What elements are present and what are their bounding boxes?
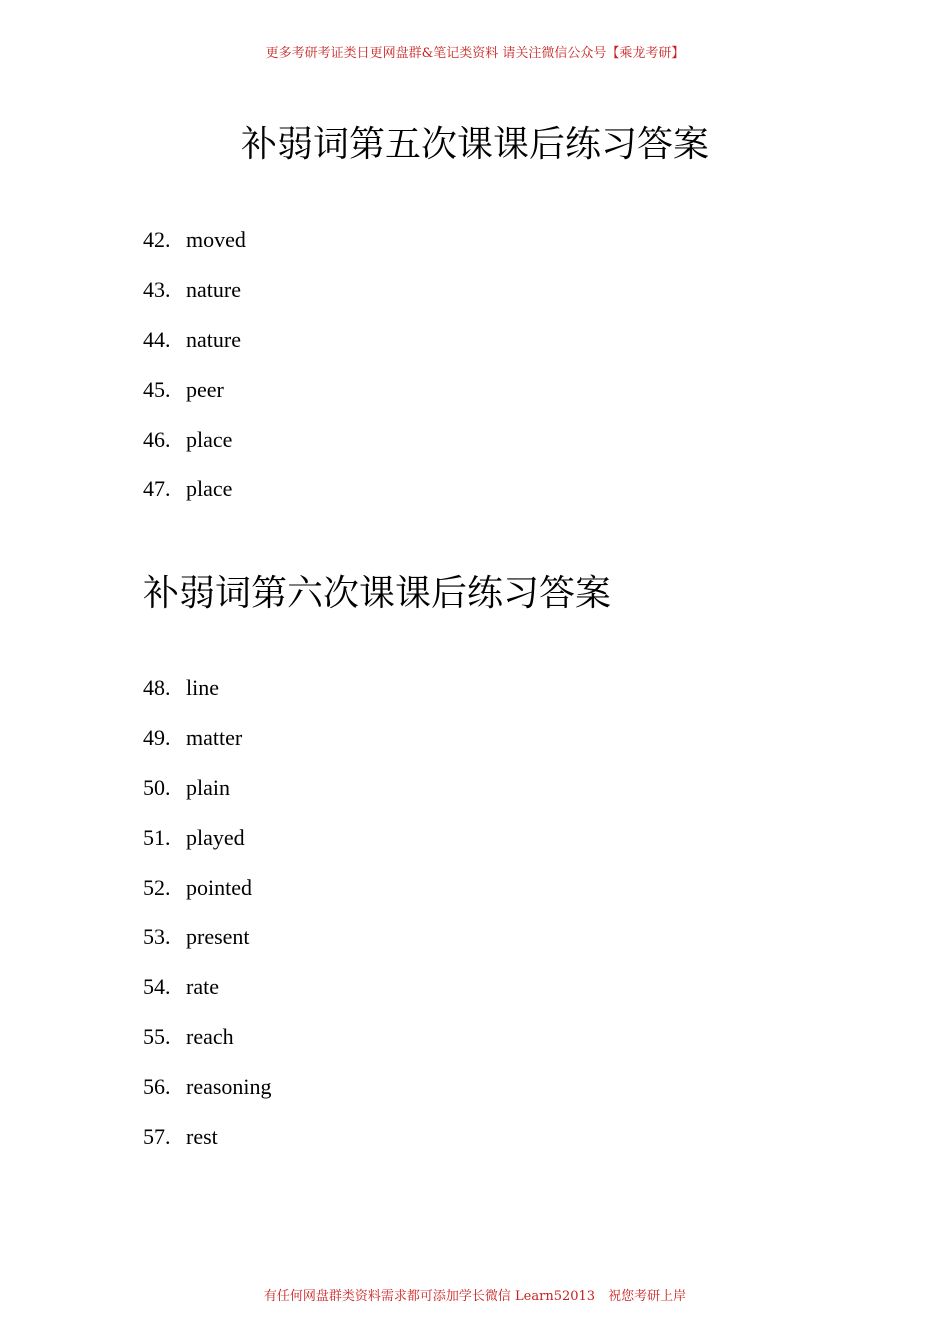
answer-number: 49. xyxy=(143,724,171,750)
answer-item xyxy=(143,226,246,276)
answer-item xyxy=(143,326,246,376)
answer-item xyxy=(143,724,272,774)
answer-number: 47. xyxy=(143,476,171,502)
answer-number: 44. xyxy=(143,326,171,352)
answer-item xyxy=(143,1073,272,1123)
answer-number: 42. xyxy=(143,227,171,252)
answer-word: pointed xyxy=(186,874,252,900)
answer-item xyxy=(143,674,272,724)
answer-number: 52. xyxy=(143,874,171,900)
answer-word: matter xyxy=(186,724,243,750)
answer-item xyxy=(143,1123,272,1173)
answer-number: 53. xyxy=(143,924,171,950)
answer-number: 54. xyxy=(143,974,171,1000)
answer-number: 51. xyxy=(143,824,171,850)
answer-item xyxy=(143,1023,272,1073)
answer-item xyxy=(143,774,272,824)
answer-number: 56. xyxy=(143,1074,171,1100)
header-promo-note: 更多考研考证类日更网盘群&笔记类资料 请关注微信公众号【乘龙考研】 xyxy=(265,46,685,61)
answer-word: place xyxy=(186,426,233,452)
answer-number: 46. xyxy=(143,426,171,452)
answer-word: place xyxy=(186,476,233,502)
answer-word: moved xyxy=(186,227,246,252)
answer-number: 55. xyxy=(143,1024,171,1050)
answer-item xyxy=(143,376,246,426)
answer-word: reach xyxy=(186,1024,234,1050)
answer-word: nature xyxy=(186,326,241,352)
answer-item xyxy=(143,973,272,1023)
section-title-lesson-6: 补弱词第六次课课后练习答案 xyxy=(143,573,612,614)
answer-word: plain xyxy=(186,774,230,800)
answer-item xyxy=(143,475,246,525)
section-title-lesson-5: 补弱词第五次课课后练习答案 xyxy=(240,124,709,165)
footer-promo-note: 有任何网盘群类资料需求都可添加学长微信 Learn52013 祝您考研上岸 xyxy=(263,1289,687,1304)
answer-word: reasoning xyxy=(186,1074,272,1100)
answer-word: present xyxy=(186,924,250,950)
answer-word: rest xyxy=(186,1124,218,1150)
answer-number: 48. xyxy=(143,675,171,700)
answer-item xyxy=(143,923,272,973)
answer-number: 57. xyxy=(143,1124,171,1150)
answer-item xyxy=(143,276,246,326)
answer-item xyxy=(143,824,272,874)
answer-list-lesson-6 xyxy=(143,674,272,1173)
answer-number: 50. xyxy=(143,774,171,800)
answer-word: rate xyxy=(186,974,219,1000)
answer-number: 43. xyxy=(143,276,171,302)
answer-word: played xyxy=(186,824,245,850)
answer-list-lesson-5 xyxy=(143,226,246,525)
answer-number: 45. xyxy=(143,376,171,402)
answer-item xyxy=(143,426,246,476)
answer-word: line xyxy=(186,675,219,700)
answer-word: nature xyxy=(186,276,241,302)
answer-word: peer xyxy=(186,376,224,402)
answer-item xyxy=(143,874,272,924)
